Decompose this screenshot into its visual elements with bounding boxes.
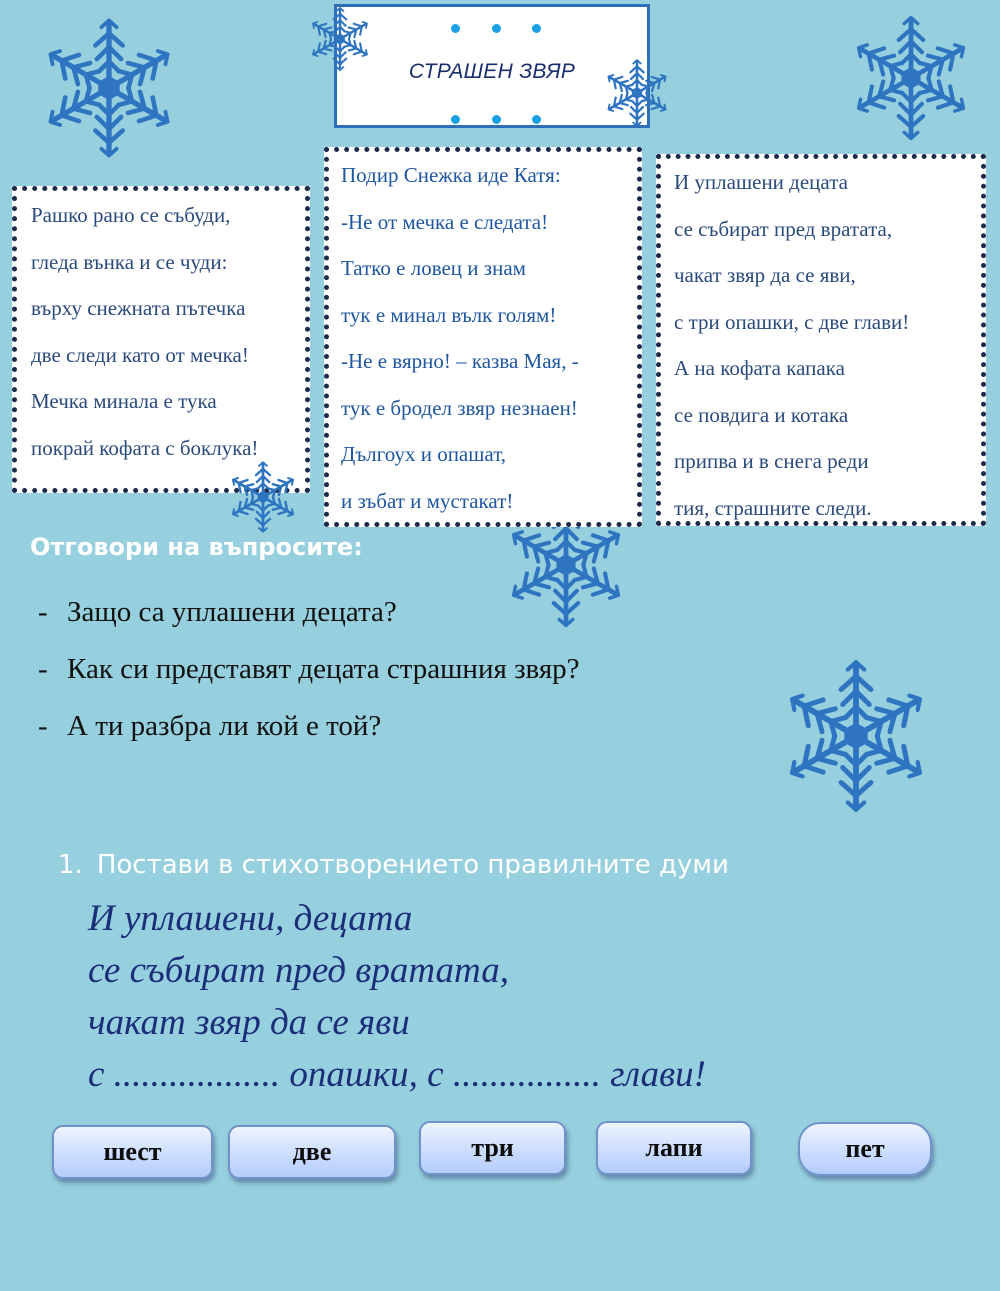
poem-stanza-1 bbox=[12, 186, 310, 493]
poem-line: се събират пред вратата, bbox=[88, 950, 509, 991]
task-text: Постави в стихотворението правилните думи bbox=[96, 850, 729, 880]
poem-line: Рашко рано се събуди, bbox=[31, 203, 231, 227]
snowflake-icon bbox=[843, 10, 979, 146]
poem-line: се повдига и котака bbox=[674, 402, 849, 427]
task-heading bbox=[58, 850, 729, 880]
poem-line: чакат звяр да се яви, bbox=[674, 263, 856, 287]
poem-stanza-2 bbox=[324, 147, 642, 527]
poem-line: Мечка минала е тука bbox=[31, 389, 217, 413]
poem-line: А на кофата капака bbox=[674, 356, 845, 380]
snowflake-icon bbox=[600, 56, 674, 130]
poem-line: се събират пред вратата, bbox=[674, 216, 893, 241]
poem-line: гледа вънка и се чуди: bbox=[31, 249, 228, 274]
poem-line: тук е минал вълк голям! bbox=[341, 302, 557, 327]
poem-line: чакат звяр да се яви bbox=[88, 1002, 410, 1043]
dots-decoration bbox=[451, 24, 541, 33]
poem-line: -Не от мечка е следата! bbox=[341, 209, 549, 234]
poem-line: две следи като от мечка! bbox=[31, 342, 249, 367]
question-item: - А ти разбра ли кой е той? bbox=[38, 710, 382, 742]
question-item: - Как си представят децата страшния звяр? bbox=[38, 653, 580, 685]
poem-line: върху снежната пътечка bbox=[31, 296, 246, 320]
poem-line: покрай кофата с боклука! bbox=[31, 435, 259, 460]
dots-decoration bbox=[451, 115, 541, 124]
poem-line: -Не е вярно! – казва Мая, - bbox=[341, 349, 579, 373]
poem-line: тук е бродел звяр незнаен! bbox=[341, 395, 578, 420]
poem-line: И уплашени, децата bbox=[88, 898, 413, 939]
task-number: 1. bbox=[58, 850, 83, 880]
questions-heading: Отговори на въпросите: bbox=[30, 533, 363, 561]
word-option-button[interactable]: лапи bbox=[596, 1121, 752, 1175]
word-option-button[interactable]: шест bbox=[52, 1125, 213, 1179]
poem-line: Подир Снежка иде Катя: bbox=[341, 163, 561, 187]
questions-list bbox=[38, 590, 580, 761]
poem-line-with-blanks[interactable]: с .................. опашки, с ................ глави! bbox=[88, 1054, 706, 1095]
poem-line: Татко е ловец и знам bbox=[341, 256, 526, 280]
snowflake-icon bbox=[224, 458, 302, 536]
page-title: СТРАШЕН ЗВЯР bbox=[408, 60, 576, 83]
poem-line: Дългоух и опашат, bbox=[341, 442, 507, 466]
poem-line: припва и в снега реди bbox=[674, 449, 869, 473]
snowflake-icon bbox=[773, 653, 939, 819]
snowflake-icon bbox=[305, 4, 375, 74]
poem-line: тия, страшните следи. bbox=[674, 495, 872, 520]
word-option-button[interactable]: две bbox=[228, 1125, 396, 1179]
poem-stanza-3 bbox=[656, 154, 986, 526]
fill-in-poem bbox=[88, 893, 706, 1101]
poem-line: с три опашки, с две глави! bbox=[674, 309, 910, 334]
poem-line: И уплашени децата bbox=[674, 170, 848, 194]
word-option-button[interactable]: три bbox=[419, 1121, 566, 1175]
word-option-button[interactable]: пет bbox=[798, 1122, 932, 1176]
snowflake-icon bbox=[33, 12, 185, 164]
poem-line: и зъбат и мустакат! bbox=[341, 488, 514, 513]
question-item: - Защо са уплашени децата? bbox=[38, 596, 397, 628]
